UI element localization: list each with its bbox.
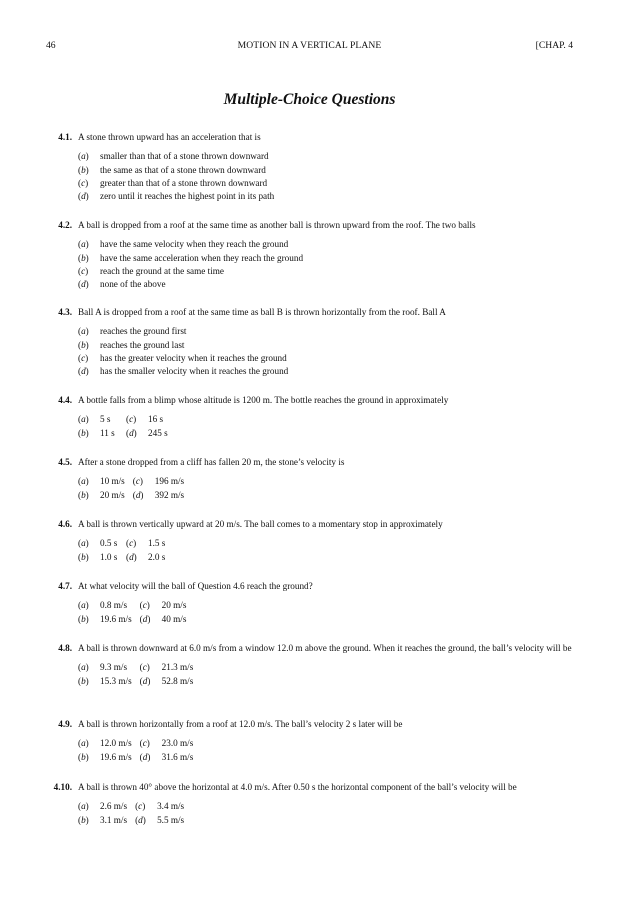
option-c: (c) 20 m/s	[139, 600, 187, 611]
option-list	[78, 325, 578, 378]
option-d: (d) 392 m/s	[132, 489, 185, 500]
question-number: 4.8.	[58, 643, 72, 653]
option-d: (d) 245 s	[126, 427, 168, 438]
option-d: (d) 40 m/s	[139, 613, 187, 624]
option-d: (d) has the smaller velocity when it reaches the ground	[78, 366, 289, 377]
option-c: (c) greater than that of a stone thrown downward	[78, 177, 268, 188]
option-b: (b) have the same acceleration when they reach the ground	[78, 252, 304, 263]
option-c: (c) 21.3 m/s	[139, 662, 194, 673]
option-grid	[78, 475, 578, 502]
question-stem: A stone thrown upward has an acceleration that is	[78, 132, 261, 142]
option-grid	[78, 737, 578, 764]
question-number: 4.1.	[58, 132, 72, 142]
option-list	[78, 150, 578, 203]
option-c: (c) 1.5 s	[126, 538, 166, 549]
option-d: (d) 31.6 m/s	[139, 751, 194, 762]
question-4-10	[46, 781, 578, 827]
question-4-3	[46, 306, 578, 378]
question-stem: A bottle falls from a blimp whose altitude is 1200 m. The bottle reaches the ground in approximately	[78, 395, 449, 405]
question-number: 4.2.	[58, 220, 72, 230]
option-grid	[78, 599, 578, 626]
option-a: (a) reaches the ground first	[78, 326, 187, 337]
chapter-label: [CHAP. 4	[535, 40, 573, 51]
option-d: (d) zero until it reaches the highest point in its path	[78, 191, 275, 202]
question-4-9	[46, 718, 578, 764]
question-number: 4.5.	[58, 457, 72, 467]
question-stem: Ball A is dropped from a roof at the same time as ball B is thrown horizontally from the roof. Ball A	[78, 307, 446, 317]
option-b: (b) 15.3 m/s	[78, 675, 132, 686]
option-d: (d) 2.0 s	[126, 551, 166, 562]
option-grid	[78, 800, 578, 827]
option-a: (a) 9.3 m/s	[78, 662, 128, 673]
option-c: (c) reach the ground at the same time	[78, 265, 224, 276]
question-4-2	[46, 219, 578, 291]
section-title: Multiple-Choice Questions	[223, 91, 396, 108]
option-c: (c) 16 s	[126, 414, 164, 425]
option-c: (c) 196 m/s	[132, 476, 185, 487]
option-list	[78, 238, 578, 291]
question-4-1	[46, 131, 578, 203]
running-header	[46, 40, 573, 54]
option-a: (a) 5 s	[78, 414, 111, 425]
question-number: 4.7.	[58, 581, 72, 591]
question-number: 4.9.	[58, 719, 72, 729]
option-a: (a) 0.5 s	[78, 538, 118, 549]
question-4-6	[46, 518, 578, 564]
question-stem: A ball is thrown vertically upward at 20 m/s. The ball comes to a momentary stop in approximately	[78, 519, 443, 529]
question-number: 4.4.	[58, 395, 72, 405]
option-a: (a) 2.6 m/s	[78, 801, 128, 812]
question-4-8	[46, 642, 578, 688]
question-stem: A ball is thrown horizontally from a roof at 12.0 m/s. The ball’s velocity 2 s later will be	[78, 719, 403, 729]
question-4-7	[46, 580, 578, 626]
option-b: (b) 1.0 s	[78, 551, 118, 562]
question-stem: A ball is dropped from a roof at the same time as another ball is thrown upward from the roof. The two balls	[78, 220, 476, 230]
option-grid	[78, 661, 578, 688]
option-c: (c) 23.0 m/s	[139, 738, 194, 749]
option-b: (b) 19.6 m/s	[78, 613, 132, 624]
option-b: (b) 19.6 m/s	[78, 751, 132, 762]
option-a: (a) 12.0 m/s	[78, 738, 132, 749]
option-d: (d) 52.8 m/s	[139, 675, 194, 686]
running-title: MOTION IN A VERTICAL PLANE	[237, 40, 382, 51]
question-stem: A ball is thrown downward at 6.0 m/s from a window 12.0 m above the ground. When it reaches the ground, the ball’s velocity will be	[78, 643, 572, 653]
option-grid	[78, 413, 578, 440]
option-c: (c) 3.4 m/s	[135, 801, 185, 812]
option-b: (b) reaches the ground last	[78, 339, 185, 350]
question-stem: After a stone dropped from a cliff has fallen 20 m, the stone’s velocity is	[78, 457, 345, 467]
option-grid	[78, 537, 578, 564]
option-c: (c) has the greater velocity when it reaches the ground	[78, 352, 287, 363]
option-a: (a) smaller than that of a stone thrown downward	[78, 151, 269, 162]
question-stem: A ball is thrown 40° above the horizontal at 4.0 m/s. After 0.50 s the horizontal component of the ball’s velocity will be	[78, 782, 517, 792]
question-number: 4.3.	[58, 307, 72, 317]
option-a: (a) 10 m/s	[78, 476, 125, 487]
option-a: (a) 0.8 m/s	[78, 600, 128, 611]
option-b: (b) the same as that of a stone thrown downward	[78, 164, 266, 175]
page-number: 46	[46, 40, 56, 51]
option-b: (b) 11 s	[78, 427, 115, 438]
question-stem: At what velocity will the ball of Question 4.6 reach the ground?	[78, 581, 313, 591]
question-4-5	[46, 456, 578, 502]
question-4-4	[46, 394, 578, 440]
option-b: (b) 20 m/s	[78, 489, 125, 500]
option-d: (d) none of the above	[78, 279, 166, 290]
question-number: 4.6.	[58, 519, 72, 529]
question-number: 4.10.	[53, 782, 72, 792]
option-a: (a) have the same velocity when they reach the ground	[78, 239, 289, 250]
option-b: (b) 3.1 m/s	[78, 814, 128, 825]
option-d: (d) 5.5 m/s	[135, 814, 185, 825]
